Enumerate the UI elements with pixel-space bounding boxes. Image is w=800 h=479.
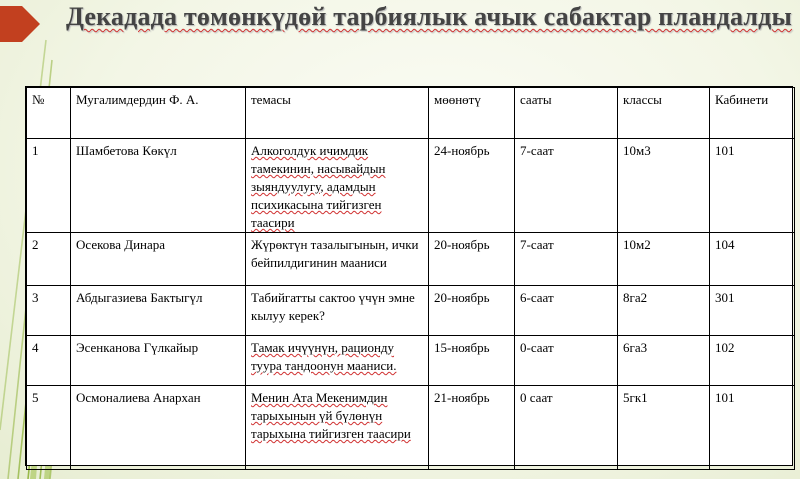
cell-topic: Тамак ичүүнүн, рационду туура тандоонун мааниси.	[246, 336, 429, 386]
lessons-table	[26, 87, 795, 470]
cell-class: 10м2	[618, 233, 710, 286]
cell-room: 101	[710, 139, 795, 233]
cell-class: 8га2	[618, 286, 710, 336]
cell-hour: 0-саат	[515, 336, 618, 386]
cell-num: 1	[27, 139, 71, 233]
cell-room: 102	[710, 336, 795, 386]
cell-teacher: Шамбетова Көкүл	[71, 139, 246, 233]
cell-date: 15-ноябрь	[429, 336, 515, 386]
cell-num: 4	[27, 336, 71, 386]
cell-class: 5гк1	[618, 386, 710, 470]
cell-room: 104	[710, 233, 795, 286]
cell-date: 21-ноябрь	[429, 386, 515, 470]
cell-hour: 6-саат	[515, 286, 618, 336]
header-date: мөөнөтү	[429, 88, 515, 139]
header-topic: темасы	[246, 88, 429, 139]
cell-hour: 0 саат	[515, 386, 618, 470]
cell-room: 301	[710, 286, 795, 336]
cell-date: 24-ноябрь	[429, 139, 515, 233]
cell-topic: Алкоголдук ичимдик тамекинин, насывайдын зыяндуулугу, адамдын психикасына тийгизген таасири	[246, 139, 429, 233]
cell-class: 6га3	[618, 336, 710, 386]
cell-num: 2	[27, 233, 71, 286]
red-arrow-shape	[0, 6, 40, 42]
cell-hour: 7-саат	[515, 233, 618, 286]
table-row	[27, 233, 795, 286]
cell-teacher: Абдыгазиева Бактыгүл	[71, 286, 246, 336]
cell-num: 5	[27, 386, 71, 470]
header-room: Кабинети	[710, 88, 795, 139]
cell-class: 10м3	[618, 139, 710, 233]
table-row	[27, 139, 795, 233]
cell-topic: Табийгатты сактоо үчүн эмне кылуу керек?	[246, 286, 429, 336]
cell-topic: Жүрөктүн тазалыгынын, ички бейпилдигинин мааниси	[246, 233, 429, 286]
cell-num: 3	[27, 286, 71, 336]
cell-date: 20-ноябрь	[429, 286, 515, 336]
table-row	[27, 336, 795, 386]
lessons-table-container	[25, 86, 793, 466]
cell-hour: 7-саат	[515, 139, 618, 233]
cell-topic: Менин Ата Мекенимдин тарыхынын үй бүлөнүн тарыхына тийгизген таасири	[246, 386, 429, 470]
table-row	[27, 286, 795, 336]
cell-teacher: Осмоналиева Анархан	[71, 386, 246, 470]
header-class: классы	[618, 88, 710, 139]
cell-room: 101	[710, 386, 795, 470]
header-hour: сааты	[515, 88, 618, 139]
cell-teacher: Осекова Динара	[71, 233, 246, 286]
header-teacher: Мугалимдердин Ф. А.	[71, 88, 246, 139]
table-row	[27, 386, 795, 470]
header-num: №	[27, 88, 71, 139]
slide-title: Декадада төмөнкүдөй тарбиялык ачык сабактар пландалды	[66, 2, 793, 31]
cell-date: 20-ноябрь	[429, 233, 515, 286]
cell-teacher: Эсенканова Гүлкайыр	[71, 336, 246, 386]
table-header-row	[27, 88, 795, 139]
